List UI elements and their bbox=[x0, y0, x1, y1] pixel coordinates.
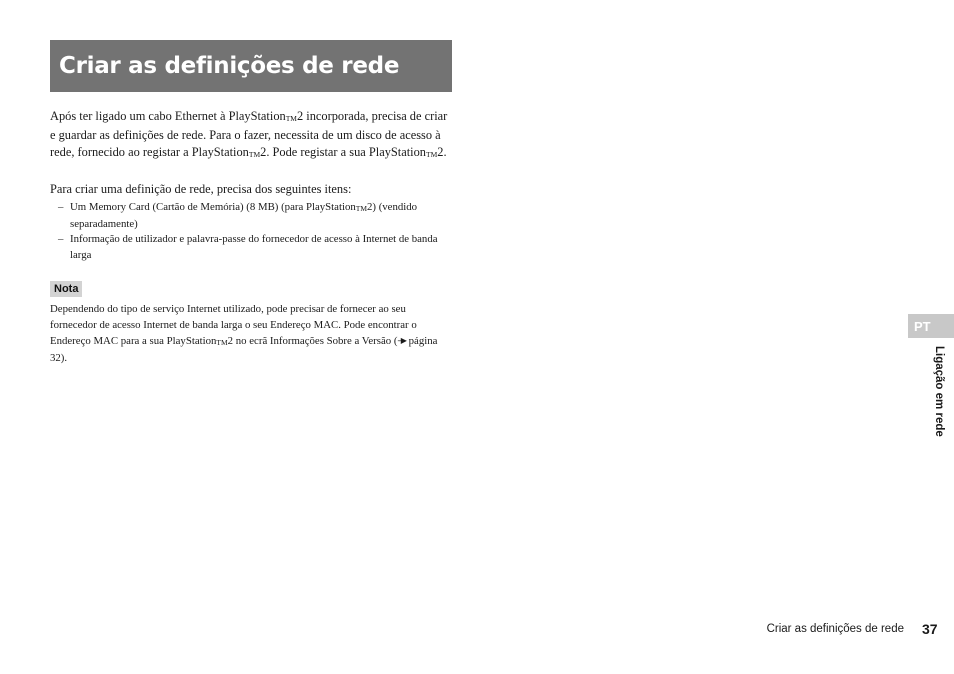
trademark-sub: TM bbox=[426, 150, 438, 159]
intro-text-2: 2 incorporada, precisa de criar e guardar as definições de rede. Para o fazer, necessita de um disco de acesso à rede, fornecido ao registar a PlayStation bbox=[50, 109, 448, 159]
intro-text-4: 2. bbox=[437, 145, 447, 159]
trademark-sub: TM bbox=[248, 150, 261, 159]
section-title: Criar as definições de rede bbox=[59, 53, 400, 79]
list-item-text: Informação de utilizador e palavra-passe do fornecedor de acesso à Internet de banda larga bbox=[70, 233, 438, 261]
note-text bbox=[50, 302, 452, 366]
trademark-sub: TM bbox=[216, 338, 228, 347]
trademark-sub: TM bbox=[355, 204, 367, 213]
chapter-side-label: Ligação em rede bbox=[933, 346, 945, 437]
list-item-text: Um Memory Card (Cartão de Memória) (8 MB) (para PlayStation bbox=[70, 201, 356, 213]
footer-section-title: Criar as definições de rede bbox=[766, 623, 904, 635]
language-tab: PT bbox=[908, 314, 954, 338]
page-reference-link[interactable]: página 32). bbox=[50, 335, 438, 364]
intro-text-1: Após ter ligado um cabo Ethernet à PlayStation bbox=[50, 109, 286, 123]
note-text-2: 2 no ecrã Informações Sobre a Versão ( bbox=[227, 335, 398, 347]
arrow-right-icon: --▶ bbox=[397, 336, 406, 345]
list-item-text: 2) (vendido separadamente) bbox=[70, 201, 418, 230]
intro-paragraph bbox=[50, 108, 452, 163]
note-label: Nota bbox=[50, 281, 82, 297]
trademark-sub: TM bbox=[285, 114, 297, 123]
list-item bbox=[50, 200, 452, 232]
list-dash: – bbox=[58, 201, 64, 213]
requirements-list bbox=[50, 200, 452, 263]
list-item bbox=[50, 232, 452, 263]
requirements-lead: Para criar uma definição de rede, precisa dos seguintes itens: bbox=[50, 182, 352, 196]
main-content bbox=[50, 108, 452, 366]
list-dash: – bbox=[58, 233, 64, 245]
intro-text-3: 2. Pode registar a sua PlayStation bbox=[260, 145, 426, 159]
page-number: 37 bbox=[922, 621, 938, 637]
note-text-1: Dependendo do tipo de serviço Internet utilizado, pode precisar de fornecer ao seu fornecedor de acesso Internet de banda larga o seu Endereço MAC. Pode encontrar o Endereço MAC para a sua PlayStation bbox=[50, 303, 417, 347]
section-title-bar bbox=[50, 40, 452, 92]
